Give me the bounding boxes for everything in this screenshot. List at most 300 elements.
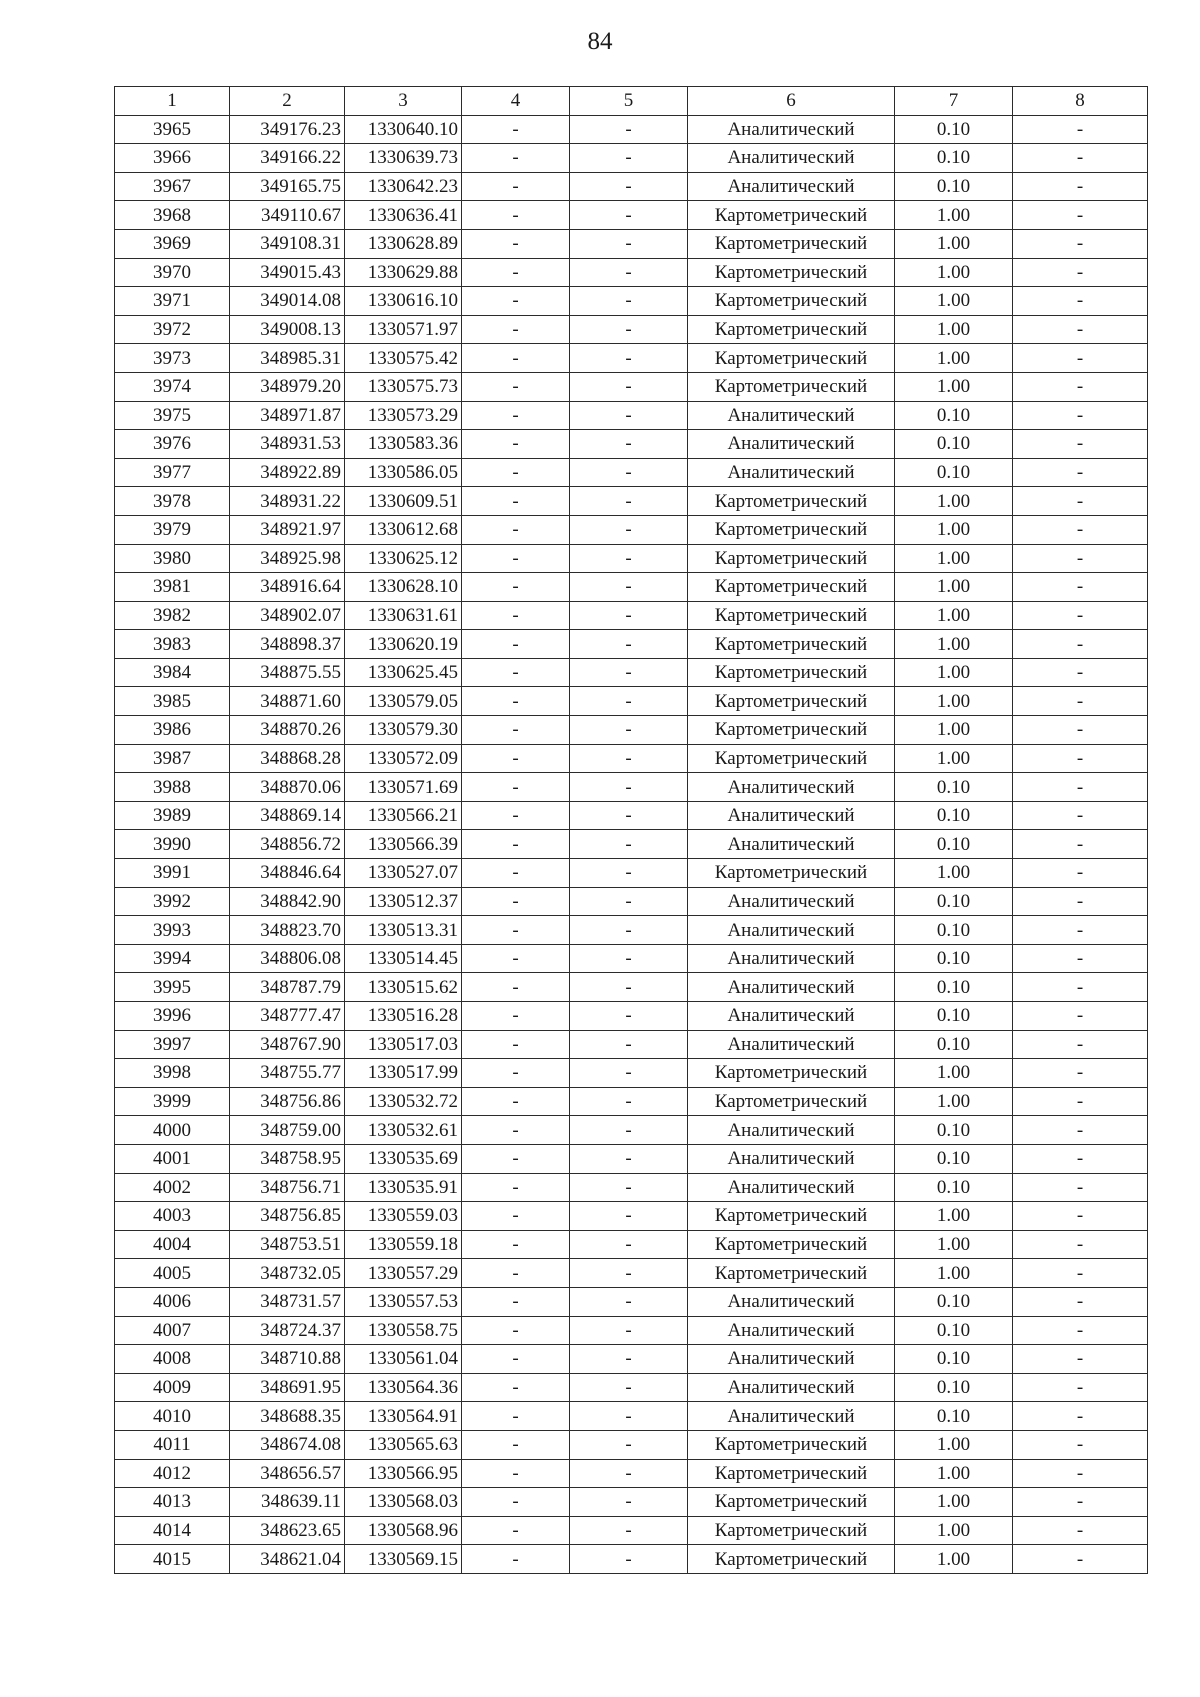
table-cell: -	[462, 1087, 570, 1116]
table-cell: -	[1013, 372, 1148, 401]
table-cell: -	[462, 258, 570, 287]
table-cell: 4000	[115, 1116, 230, 1145]
table-cell: Картометрический	[688, 687, 895, 716]
table-cell: -	[570, 1259, 688, 1288]
table-cell: Аналитический	[688, 144, 895, 173]
table-cell: 4002	[115, 1173, 230, 1202]
table-cell: -	[570, 315, 688, 344]
table-cell: Картометрический	[688, 716, 895, 745]
table-cell: Аналитический	[688, 801, 895, 830]
table-cell: 348639.11	[230, 1488, 345, 1517]
table-cell: 348621.04	[230, 1545, 345, 1574]
table-row	[115, 1202, 1148, 1231]
table-cell: 348846.64	[230, 859, 345, 888]
table-cell: 1330573.29	[345, 401, 462, 430]
table-cell: -	[462, 344, 570, 373]
table-cell: 1.00	[895, 487, 1013, 516]
table-cell: 1330516.28	[345, 1002, 462, 1031]
table-cell: 1.00	[895, 658, 1013, 687]
table-cell: 1.00	[895, 573, 1013, 602]
table-cell: 3993	[115, 916, 230, 945]
table-cell: 1330609.51	[345, 487, 462, 516]
table-cell: Картометрический	[688, 744, 895, 773]
table-cell: 0.10	[895, 1116, 1013, 1145]
table-cell: -	[1013, 1144, 1148, 1173]
table-cell: 1.00	[895, 687, 1013, 716]
table-cell: -	[570, 1402, 688, 1431]
table-cell: -	[462, 401, 570, 430]
table-cell: 0.10	[895, 1402, 1013, 1431]
table-cell: -	[570, 658, 688, 687]
table-row	[115, 229, 1148, 258]
table-cell: Картометрический	[688, 601, 895, 630]
table-cell: -	[462, 1030, 570, 1059]
table-cell: -	[1013, 916, 1148, 945]
table-cell: -	[462, 601, 570, 630]
table-cell: -	[462, 1116, 570, 1145]
table-cell: 0.10	[895, 115, 1013, 144]
table-cell: -	[570, 801, 688, 830]
table-cell: 348898.37	[230, 630, 345, 659]
table-cell: 4011	[115, 1430, 230, 1459]
table-cell: 3973	[115, 344, 230, 373]
table-cell: 1330620.19	[345, 630, 462, 659]
table-cell: -	[1013, 201, 1148, 230]
table-row	[115, 1516, 1148, 1545]
table-cell: -	[1013, 887, 1148, 916]
table-row	[115, 487, 1148, 516]
table-cell: Картометрический	[688, 372, 895, 401]
table-cell: -	[462, 372, 570, 401]
table-cell: -	[1013, 973, 1148, 1002]
table-cell: -	[1013, 601, 1148, 630]
table-cell: Картометрический	[688, 1488, 895, 1517]
table-cell: 348756.85	[230, 1202, 345, 1231]
table-row	[115, 1059, 1148, 1088]
table-cell: 348931.53	[230, 430, 345, 459]
table-cell: 1330572.09	[345, 744, 462, 773]
table-cell: -	[1013, 859, 1148, 888]
table-cell: 1330514.45	[345, 944, 462, 973]
table-cell: 1.00	[895, 1230, 1013, 1259]
table-cell: 348787.79	[230, 973, 345, 1002]
table-cell: 1.00	[895, 1087, 1013, 1116]
table-cell: 348902.07	[230, 601, 345, 630]
table-cell: 348856.72	[230, 830, 345, 859]
table-row	[115, 430, 1148, 459]
table-cell: 1330532.72	[345, 1087, 462, 1116]
table-row	[115, 1345, 1148, 1374]
table-cell: 3985	[115, 687, 230, 716]
table-cell: 1330561.04	[345, 1345, 462, 1374]
table-cell: 349015.43	[230, 258, 345, 287]
table-row	[115, 515, 1148, 544]
table-cell: 3999	[115, 1087, 230, 1116]
table-cell: -	[570, 830, 688, 859]
table-cell: 1.00	[895, 344, 1013, 373]
table-cell: 348870.06	[230, 773, 345, 802]
table-cell: -	[570, 144, 688, 173]
table-cell: Аналитический	[688, 1345, 895, 1374]
table-cell: 3972	[115, 315, 230, 344]
table-cell: Аналитический	[688, 115, 895, 144]
table-cell: 348925.98	[230, 544, 345, 573]
table-cell: -	[570, 1430, 688, 1459]
table-cell: 348971.87	[230, 401, 345, 430]
table-cell: 1330639.73	[345, 144, 462, 173]
table-row	[115, 401, 1148, 430]
table-cell: 1330564.36	[345, 1373, 462, 1402]
table-cell: 3986	[115, 716, 230, 745]
table-cell: -	[462, 115, 570, 144]
table-cell: 3991	[115, 859, 230, 888]
table-cell: 3998	[115, 1059, 230, 1088]
table-row	[115, 773, 1148, 802]
table-cell: 0.10	[895, 1002, 1013, 1031]
table-cell: 0.10	[895, 1173, 1013, 1202]
table-cell: -	[570, 573, 688, 602]
column-header-4: 4	[462, 87, 570, 116]
table-cell: -	[570, 430, 688, 459]
table-cell: -	[1013, 944, 1148, 973]
table-cell: -	[570, 1002, 688, 1031]
table-cell: 1330631.61	[345, 601, 462, 630]
table-row	[115, 144, 1148, 173]
table-cell: -	[570, 458, 688, 487]
table-cell: -	[570, 1287, 688, 1316]
table-row	[115, 1230, 1148, 1259]
table-row	[115, 115, 1148, 144]
table-cell: 349110.67	[230, 201, 345, 230]
table-cell: -	[1013, 744, 1148, 773]
table-cell: Картометрический	[688, 287, 895, 316]
table-cell: -	[1013, 401, 1148, 430]
coordinates-table	[114, 86, 1148, 1574]
table-cell: -	[570, 630, 688, 659]
table-row	[115, 1002, 1148, 1031]
table-cell: Аналитический	[688, 401, 895, 430]
table-cell: -	[570, 1345, 688, 1374]
table-cell: Аналитический	[688, 172, 895, 201]
table-cell: Картометрический	[688, 1059, 895, 1088]
table-cell: Картометрический	[688, 544, 895, 573]
table-cell: 348732.05	[230, 1259, 345, 1288]
table-cell: -	[1013, 1373, 1148, 1402]
table-cell: Аналитический	[688, 1373, 895, 1402]
table-row	[115, 1116, 1148, 1145]
table-row	[115, 1402, 1148, 1431]
table-row	[115, 201, 1148, 230]
column-header-8: 8	[1013, 87, 1148, 116]
table-row	[115, 1030, 1148, 1059]
table-cell: -	[462, 1259, 570, 1288]
table-cell: -	[462, 201, 570, 230]
table-row	[115, 1087, 1148, 1116]
table-cell: 348753.51	[230, 1230, 345, 1259]
table-row	[115, 287, 1148, 316]
table-cell: -	[462, 658, 570, 687]
table-cell: 1.00	[895, 1259, 1013, 1288]
table-cell: Аналитический	[688, 1002, 895, 1031]
table-cell: -	[570, 1316, 688, 1345]
table-cell: 0.10	[895, 401, 1013, 430]
table-row	[115, 1287, 1148, 1316]
table-cell: 1330642.23	[345, 172, 462, 201]
table-row	[115, 344, 1148, 373]
table-cell: 0.10	[895, 944, 1013, 973]
table-cell: 1330564.91	[345, 1402, 462, 1431]
table-cell: 3970	[115, 258, 230, 287]
table-cell: 0.10	[895, 1316, 1013, 1345]
table-cell: -	[1013, 1230, 1148, 1259]
column-header-5: 5	[570, 87, 688, 116]
table-cell: -	[1013, 1516, 1148, 1545]
table-cell: 348767.90	[230, 1030, 345, 1059]
table-cell: -	[462, 172, 570, 201]
table-cell: -	[1013, 229, 1148, 258]
table-cell: 348691.95	[230, 1373, 345, 1402]
table-cell: 1.00	[895, 1516, 1013, 1545]
table-cell: -	[462, 1144, 570, 1173]
table-cell: -	[462, 1516, 570, 1545]
table-cell: -	[570, 773, 688, 802]
table-cell: 1.00	[895, 601, 1013, 630]
table-row	[115, 744, 1148, 773]
table-cell: -	[462, 1373, 570, 1402]
table-cell: 0.10	[895, 830, 1013, 859]
table-cell: 1330636.41	[345, 201, 462, 230]
table-cell: 3976	[115, 430, 230, 459]
table-cell: Картометрический	[688, 515, 895, 544]
column-header-2: 2	[230, 87, 345, 116]
table-row	[115, 258, 1148, 287]
table-cell: 1330517.99	[345, 1059, 462, 1088]
table-cell: 3992	[115, 887, 230, 916]
table-cell: 0.10	[895, 1345, 1013, 1374]
table-cell: 0.10	[895, 1287, 1013, 1316]
table-cell: Картометрический	[688, 1430, 895, 1459]
table-cell: -	[570, 201, 688, 230]
table-cell: -	[1013, 1287, 1148, 1316]
table-cell: 1.00	[895, 1059, 1013, 1088]
table-cell: -	[1013, 1259, 1148, 1288]
table-cell: 1330616.10	[345, 287, 462, 316]
table-cell: 0.10	[895, 430, 1013, 459]
table-cell: 4005	[115, 1259, 230, 1288]
table-cell: -	[1013, 573, 1148, 602]
table-row	[115, 1259, 1148, 1288]
table-row	[115, 1488, 1148, 1517]
table-row	[115, 630, 1148, 659]
table-cell: 348756.71	[230, 1173, 345, 1202]
table-cell: 1330559.03	[345, 1202, 462, 1231]
table-cell: -	[462, 859, 570, 888]
table-cell: -	[1013, 716, 1148, 745]
table-cell: Картометрический	[688, 258, 895, 287]
table-cell: -	[462, 1202, 570, 1231]
table-cell: -	[1013, 515, 1148, 544]
table-cell: -	[570, 1202, 688, 1231]
table-cell: 1.00	[895, 258, 1013, 287]
table-cell: 348758.95	[230, 1144, 345, 1173]
table-row	[115, 372, 1148, 401]
table-cell: 4009	[115, 1373, 230, 1402]
table-cell: -	[462, 630, 570, 659]
table-cell: 348688.35	[230, 1402, 345, 1431]
table-row	[115, 1316, 1148, 1345]
table-cell: 4003	[115, 1202, 230, 1231]
table-cell: -	[1013, 172, 1148, 201]
table-cell: -	[570, 1230, 688, 1259]
table-cell: Аналитический	[688, 1316, 895, 1345]
table-cell: 348870.26	[230, 716, 345, 745]
table-cell: 0.10	[895, 458, 1013, 487]
table-cell: -	[570, 1173, 688, 1202]
table-cell: Аналитический	[688, 1116, 895, 1145]
table-row	[115, 544, 1148, 573]
table-row	[115, 1373, 1148, 1402]
table-cell: Картометрический	[688, 630, 895, 659]
table-cell: 1.00	[895, 1430, 1013, 1459]
table-cell: -	[462, 773, 570, 802]
table-cell: -	[1013, 287, 1148, 316]
table-cell: -	[570, 544, 688, 573]
table-cell: -	[1013, 258, 1148, 287]
table-cell: 0.10	[895, 1144, 1013, 1173]
table-cell: 1.00	[895, 716, 1013, 745]
table-cell: Картометрический	[688, 344, 895, 373]
table-cell: -	[462, 430, 570, 459]
table-cell: 348985.31	[230, 344, 345, 373]
table-cell: 3965	[115, 115, 230, 144]
table-cell: 1330557.29	[345, 1259, 462, 1288]
table-cell: -	[570, 601, 688, 630]
table-cell: 0.10	[895, 973, 1013, 1002]
table-cell: 348759.00	[230, 1116, 345, 1145]
table-cell: 0.10	[895, 916, 1013, 945]
table-cell: Картометрический	[688, 859, 895, 888]
table-cell: -	[462, 544, 570, 573]
table-cell: -	[1013, 458, 1148, 487]
table-cell: -	[462, 1059, 570, 1088]
table-cell: Аналитический	[688, 773, 895, 802]
table-cell: -	[570, 744, 688, 773]
table-cell: 348979.20	[230, 372, 345, 401]
table-cell: 4014	[115, 1516, 230, 1545]
table-cell: 4006	[115, 1287, 230, 1316]
table-cell: 349008.13	[230, 315, 345, 344]
table-cell: 1330559.18	[345, 1230, 462, 1259]
table-cell: -	[1013, 1488, 1148, 1517]
table-cell: -	[570, 1030, 688, 1059]
table-cell: -	[462, 887, 570, 916]
table-cell: -	[570, 944, 688, 973]
table-cell: -	[570, 115, 688, 144]
table-cell: 0.10	[895, 1373, 1013, 1402]
table-cell: Картометрический	[688, 1259, 895, 1288]
table-cell: 4010	[115, 1402, 230, 1431]
table-cell: 3995	[115, 973, 230, 1002]
table-cell: -	[462, 1287, 570, 1316]
table-cell: Картометрический	[688, 1230, 895, 1259]
table-cell: Картометрический	[688, 1202, 895, 1231]
table-cell: 4012	[115, 1459, 230, 1488]
table-cell: 3981	[115, 573, 230, 602]
table-cell: 3979	[115, 515, 230, 544]
table-row	[115, 687, 1148, 716]
table-cell: 1.00	[895, 515, 1013, 544]
table-cell: 1330586.05	[345, 458, 462, 487]
table-cell: -	[462, 687, 570, 716]
table-cell: -	[570, 1373, 688, 1402]
table-cell: Аналитический	[688, 430, 895, 459]
table-cell: 3971	[115, 287, 230, 316]
table-cell: -	[1013, 773, 1148, 802]
table-cell: 1.00	[895, 1459, 1013, 1488]
column-header-1: 1	[115, 87, 230, 116]
table-cell: 348869.14	[230, 801, 345, 830]
table-cell: Картометрический	[688, 1087, 895, 1116]
table-cell: 1.00	[895, 201, 1013, 230]
table-cell: -	[1013, 1345, 1148, 1374]
table-cell: 1330575.42	[345, 344, 462, 373]
table-cell: -	[1013, 1087, 1148, 1116]
table-cell: -	[1013, 1430, 1148, 1459]
table-cell: 1330532.61	[345, 1116, 462, 1145]
table-cell: -	[570, 1087, 688, 1116]
table-cell: -	[462, 1230, 570, 1259]
table-cell: 348823.70	[230, 916, 345, 945]
table-cell: -	[1013, 487, 1148, 516]
table-row	[115, 573, 1148, 602]
table-cell: 3983	[115, 630, 230, 659]
table-row	[115, 172, 1148, 201]
table-cell: -	[1013, 1030, 1148, 1059]
table-row	[115, 716, 1148, 745]
table-cell: 348656.57	[230, 1459, 345, 1488]
table-cell: -	[570, 859, 688, 888]
table-cell: Картометрический	[688, 658, 895, 687]
table-row	[115, 944, 1148, 973]
table-cell: -	[1013, 830, 1148, 859]
table-cell: Картометрический	[688, 1516, 895, 1545]
table-cell: 1330566.21	[345, 801, 462, 830]
table-cell: -	[462, 973, 570, 1002]
table-cell: -	[1013, 430, 1148, 459]
table-cell: 0.10	[895, 801, 1013, 830]
table-cell: -	[1013, 1459, 1148, 1488]
table-cell: 1330568.03	[345, 1488, 462, 1517]
table-cell: 1.00	[895, 1488, 1013, 1517]
table-row	[115, 1173, 1148, 1202]
table-cell: Картометрический	[688, 1545, 895, 1574]
table-cell: -	[570, 1545, 688, 1574]
table-cell: -	[462, 1345, 570, 1374]
table-cell: -	[570, 229, 688, 258]
table-cell: 1330571.69	[345, 773, 462, 802]
table-cell: 3989	[115, 801, 230, 830]
table-cell: 3996	[115, 1002, 230, 1031]
table-cell: 3982	[115, 601, 230, 630]
page-number: 84	[587, 28, 613, 55]
table-cell: 1330583.36	[345, 430, 462, 459]
table-cell: 1.00	[895, 229, 1013, 258]
table-cell: -	[462, 573, 570, 602]
table-cell: 1330535.91	[345, 1173, 462, 1202]
table-cell: 1330625.45	[345, 658, 462, 687]
table-cell: -	[462, 716, 570, 745]
table-cell: 1330515.62	[345, 973, 462, 1002]
